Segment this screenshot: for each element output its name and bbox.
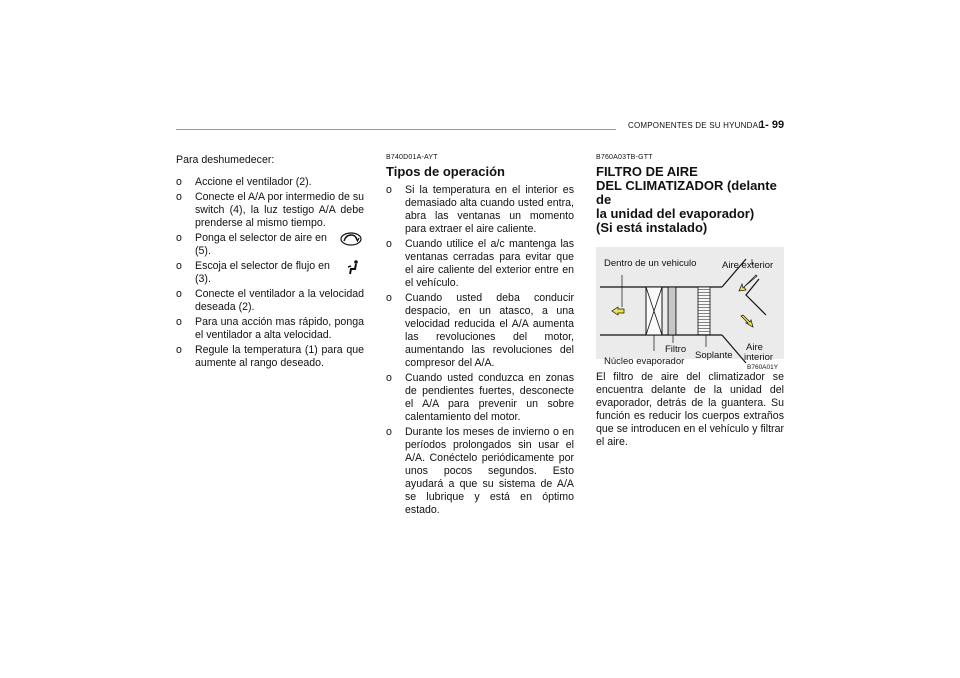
operation-tips — [386, 184, 574, 517]
section-code: B740D01A-AYT — [386, 154, 438, 161]
floor-vent-mode-icon — [348, 260, 360, 279]
list-item: o Si la temperatura en el interior es demasiado alta cuando usted entra, abra las ventanas un momento para extraer el aire caliente. — [386, 184, 574, 235]
list-item: o Regule la temperatura (1) para que aumente al rango deseado. — [176, 344, 364, 369]
air-filter-diagram — [596, 243, 784, 371]
header-rule — [176, 129, 616, 130]
list-item: o Escoja el selector de flujo en (3). — [176, 260, 364, 286]
label-inside-air-2: interior — [744, 352, 774, 363]
label-blower: Soplante — [695, 350, 733, 361]
section-title: Tipos de operación — [386, 164, 505, 179]
label-evaporator-core: Núcleo evaporador — [604, 356, 685, 367]
list-item: o Durante los meses de invierno o en períodos prolongados sin usar el A/A. Conéctelo periódicamente por unos pocos segundos. Esto ayudará a que su sistema de A/A se lubrique y está en óptimo estado. — [386, 426, 574, 516]
page-number: 1- 99 — [759, 119, 785, 131]
column-operation-types — [386, 151, 574, 519]
filter-description: El filtro de aire del climatizador se encuentra delante de la unidad del evaporador, detrás de la guantera. Su función es reducir los cuerpos extraños que se introducen en el vehículo y filtrar el aire. — [596, 371, 784, 448]
label-inside-vehicle: Dentro de un vehiculo — [604, 258, 697, 269]
list-item: o Accione el ventilador (2). — [176, 176, 312, 188]
recirculation-icon — [340, 232, 362, 250]
column-air-filter — [596, 151, 784, 449]
section-header: COMPONENTES DE SU HYUNDAI — [628, 121, 761, 130]
air-filter — [668, 287, 676, 335]
list-item: o Para una acción mas rápido, ponga el ventilador a alta velocidad. — [176, 316, 364, 341]
figure-code: B760A01Y — [747, 364, 779, 371]
list-item: o Ponga el selector de aire en (5). — [176, 232, 364, 258]
label-inside-air-1: Aire — [746, 342, 763, 353]
list-item: o Conecte el ventilador a la velocidad deseada (2). — [176, 288, 364, 313]
blower — [698, 287, 710, 335]
section-code: B760A03TB-GTT — [596, 154, 653, 161]
label-outside-air: Aire exterior — [722, 260, 774, 271]
list-item: o Cuando usted deba conducir despacio, en un atasco, a una velocidad reducida el A/A aumenta las revoluciones del motor, aumentando las revoluciones del compresor del A/A. — [386, 292, 574, 369]
list-item: o Conecte el A/A por intermedio de su switch (4), la luz testigo A/A debe prenderse al mismo tiempo. — [176, 191, 365, 229]
list-item: o Cuando usted conduzca en zonas de pendientes fuertes, desconecte el A/A para prevenir un sobre calentamiento del motor. — [386, 372, 574, 423]
label-filter: Filtro — [665, 344, 687, 355]
column-dehumidify — [176, 154, 364, 372]
list-item: o Cuando utilice el a/c mantenga las ventanas cerradas para evitar que el aire caliente del exterior entre en el vehículo. — [386, 238, 574, 289]
dehumidify-steps — [176, 176, 364, 370]
dehumidify-intro: Para deshumedecer: — [176, 154, 275, 166]
section-title: FILTRO DE AIRE DEL CLIMATIZADOR (delante de la unidad del evaporador) (Si está instalado) — [596, 164, 777, 235]
